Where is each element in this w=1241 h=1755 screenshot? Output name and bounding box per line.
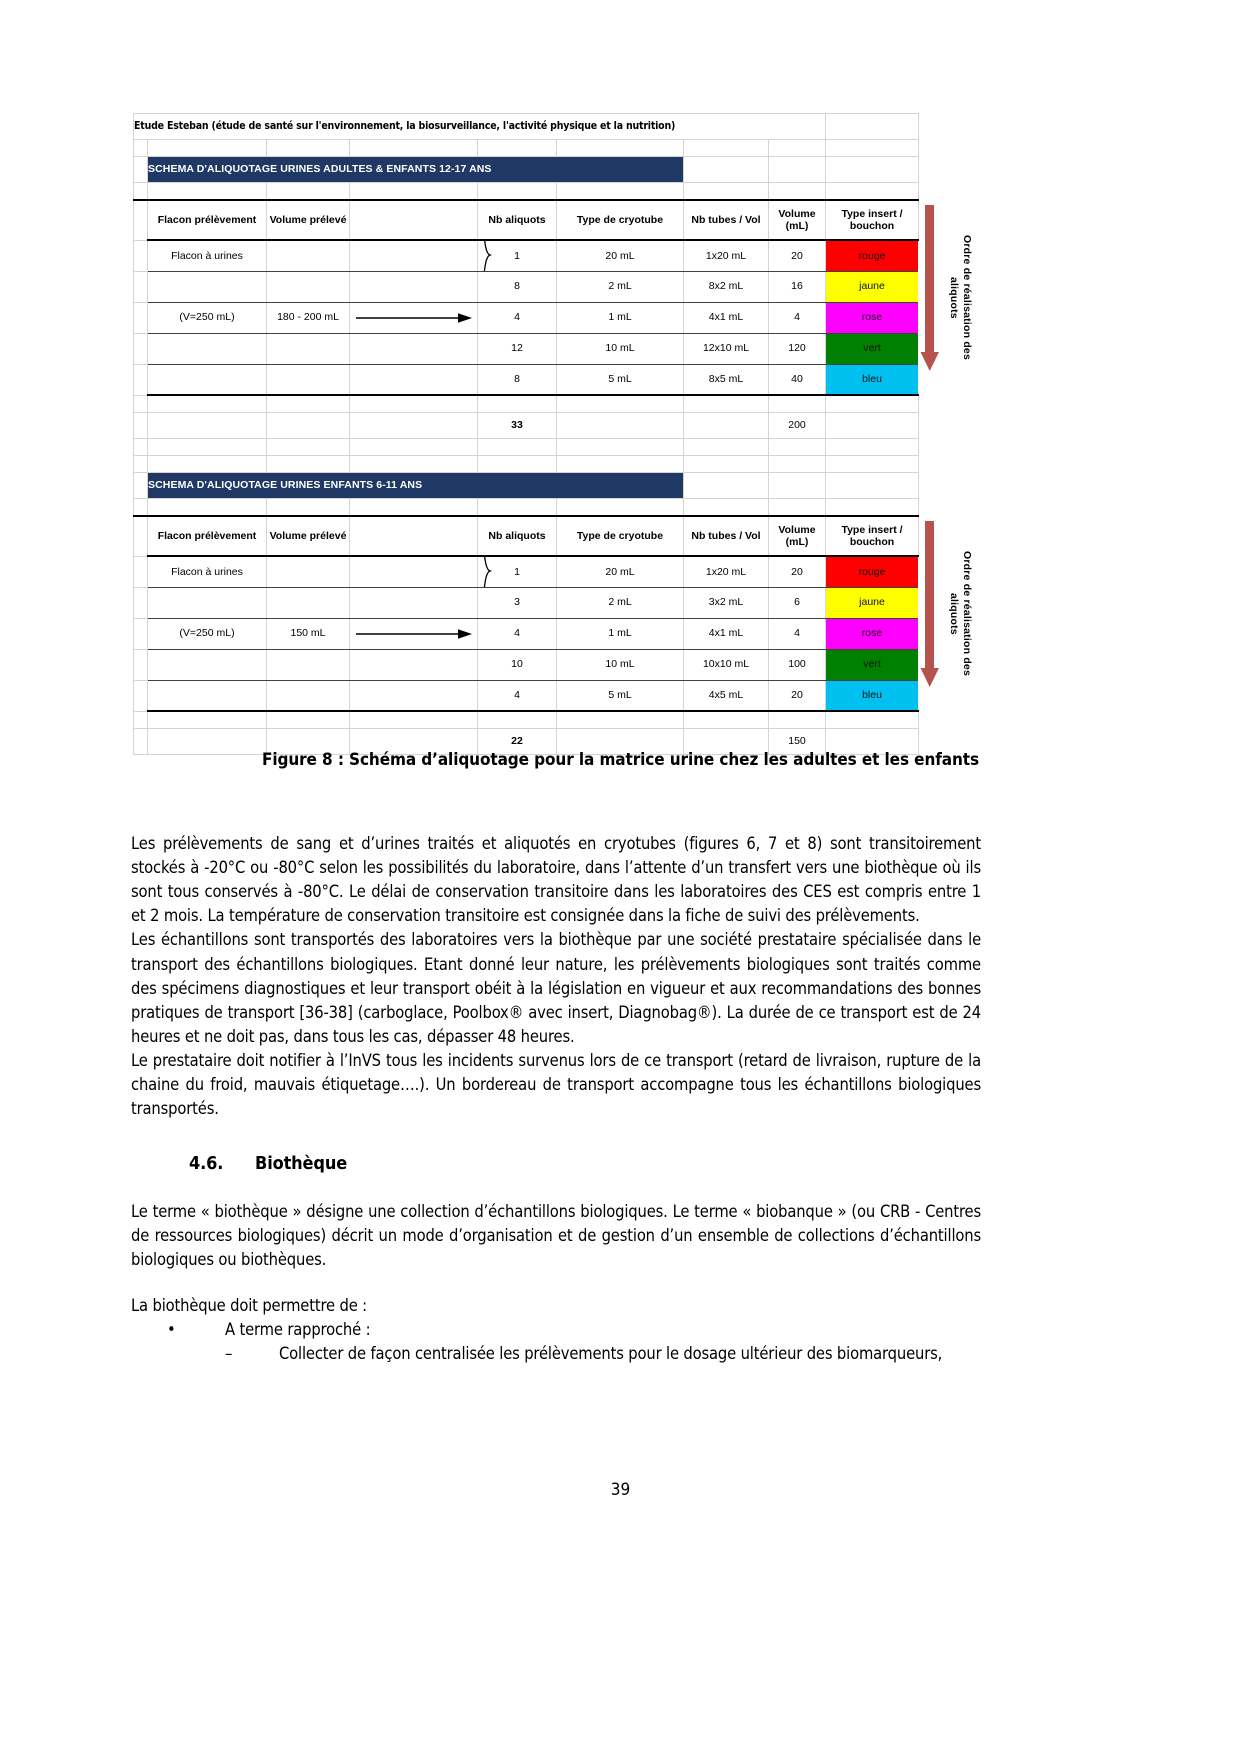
value-volume-ml: 20 [769,556,826,587]
value-nb-tubes-vol: 12x10 mL [684,333,769,364]
spacer-cell [769,140,826,157]
spacer-cell [267,413,350,439]
aliquot-sheet-adults [133,113,979,755]
spacer-cell [826,711,919,729]
rail-spacer [919,413,979,439]
cell-nb-aliquots [478,556,557,587]
value-nb-aliquots: 8 [478,364,557,395]
rail-spacer [919,711,979,729]
spacer-cell [134,711,148,729]
spacer-cell [148,140,267,157]
value-type-cryotube: 1 mL [557,618,684,649]
spacer-cell [134,240,148,271]
col-header-flacon: Flacon prélèvement [148,200,267,240]
spacer-cell [148,413,267,439]
insert-swatch-jaune: jaune [826,587,919,618]
spacer-cell [134,556,148,587]
spacer-cell [684,413,769,439]
insert-swatch-bleu: bleu [826,680,919,711]
spacer-cell [134,200,148,240]
value-nb-tubes-vol: 10x10 mL [684,649,769,680]
insert-swatch-vert: vert [826,333,919,364]
spacer-cell [478,395,557,413]
spacer-cell [134,413,148,439]
value-volume-preleve: 150 mL [267,618,350,649]
col-header-nb-tubes-vol: Nb tubes / Vol [684,516,769,556]
spacer-cell [557,456,684,473]
spacer-cell [134,395,148,413]
rail-caption-text: Ordre de réalisation des aliquots [948,234,974,360]
spacer-cell [478,439,557,456]
arrow-zone [350,240,478,271]
section-heading-biotheque [131,1151,981,1177]
value-volume-ml: 20 [769,240,826,271]
spacer-cell [684,499,769,517]
volume-preleve-blank [267,556,350,587]
volume-preleve-blank [267,649,350,680]
rail-spacer [919,499,979,517]
flacon-blank [148,333,267,364]
spacer-cell [134,302,148,333]
spacer-cell [134,516,148,556]
spacer-cell [267,499,350,517]
volume-preleve-blank [267,333,350,364]
spacer-cell [148,439,267,456]
spacer-cell [684,157,769,183]
spacer-cell [350,439,478,456]
spacer-cell [148,183,267,201]
insert-swatch-rouge: rouge [826,240,919,271]
spacer-cell [134,680,148,711]
rail-spacer [919,439,979,456]
insert-swatch-rouge: rouge [826,556,919,587]
arrow-zone [350,556,478,587]
rail-spacer [919,395,979,413]
section-banner-children: SCHEMA D'ALIQUOTAGE URINES ENFANTS 6-11 ANS [148,473,684,499]
value-nb-aliquots: 4 [478,302,557,333]
section-title: Biothèque [255,1153,348,1175]
value-nb-tubes-vol: 8x5 mL [684,364,769,395]
paragraph-storage: Les prélèvements de sang et d’urines traités et aliquotés en cryotubes (figures 6, 7 et 8) sont transitoirement stockés à -20°C ou -80°C selon les possibilités du laboratoire, dans l’attente d’un transfert vers une biothèque où ils sont tous conservés à -80°C. Le délai de conservation transitoire dans les laboratoires des CES est compris entre 1 et 2 mois. La température de conservation transitoire est consignée dans la fiche de suivi des prélèvements. [131,834,981,926]
arrow-zone [350,649,478,680]
arrow-right-icon [356,628,474,640]
spacer-cell [134,499,148,517]
spacer-cell [826,157,919,183]
value-type-cryotube: 10 mL [557,333,684,364]
value-nb-tubes-vol: 1x20 mL [684,240,769,271]
volume-preleve-blank [267,680,350,711]
arrow-zone [350,271,478,302]
spacer-cell [148,395,267,413]
spacer-cell [350,140,478,157]
spacer-cell [769,395,826,413]
insert-swatch-vert: vert [826,649,919,680]
spacer-cell [684,395,769,413]
value-nb-tubes-vol: 8x2 mL [684,271,769,302]
flow-arrow-cell [350,618,478,649]
spacer-cell [350,499,478,517]
spacer-cell [478,183,557,201]
value-nb-aliquots: 1 [514,565,520,578]
spacer-cell [769,711,826,729]
spacer-cell [557,499,684,517]
col-header-type-cryotube: Type de cryotube [557,200,684,240]
value-type-cryotube: 2 mL [557,271,684,302]
value-type-cryotube: 2 mL [557,587,684,618]
list-item-terme-rapproche [131,1318,981,1342]
spacer-cell [557,413,684,439]
value-volume-ml: 6 [769,587,826,618]
value-type-cryotube: 20 mL [557,240,684,271]
aliquot-order-rail-children [919,516,979,711]
col-header-nb-tubes-vol: Nb tubes / Vol [684,200,769,240]
spacer-cell [826,413,919,439]
paragraph-definition: Le terme « biothèque » désigne une collection d’échantillons biologiques. Le terme « biobanque » (ou CRB - Centres de ressources biologiques) décrit un mode d’organisation et de gestion d’un ensemble de collections d’échantillons biologiques ou biothèques. [131,1201,981,1269]
spacer-cell [684,456,769,473]
body-text [131,832,981,1366]
spacer-cell [684,439,769,456]
spacer-cell [134,649,148,680]
insert-swatch-bleu: bleu [826,364,919,395]
value-nb-tubes-vol: 4x1 mL [684,302,769,333]
value-type-cryotube: 5 mL [557,680,684,711]
spacer-cell [769,439,826,456]
value-volume-ml: 4 [769,302,826,333]
rail-caption [941,201,979,395]
spacer-cell [557,711,684,729]
brace-icon [478,240,492,271]
insert-swatch-rose: rose [826,618,919,649]
col-header-volume-ml: Volume (mL) [769,200,826,240]
flacon-label: Flacon à urines [148,556,267,587]
spacer-cell [350,183,478,201]
spacer-cell [826,114,919,140]
spacer-cell [826,499,919,517]
spacer-cell [350,413,478,439]
flacon-capacity: (V=250 mL) [148,618,267,649]
spacer-cell [350,711,478,729]
spacer-cell [826,473,919,499]
spacer-cell [134,271,148,302]
arrow-zone [350,680,478,711]
spacer-cell [350,456,478,473]
value-type-cryotube: 1 mL [557,302,684,333]
bullet-marker: • [167,1320,176,1340]
spacer-cell [134,618,148,649]
spacer-cell [134,587,148,618]
value-nb-aliquots: 3 [478,587,557,618]
spacer-cell [826,395,919,413]
insert-swatch-rose: rose [826,302,919,333]
col-header-empty [350,516,478,556]
flacon-capacity: (V=250 mL) [148,302,267,333]
spacer-cell [769,456,826,473]
col-header-volume-ml: Volume (mL) [769,516,826,556]
spacer-cell [134,140,148,157]
spacer-cell [826,183,919,201]
spacer-cell [557,395,684,413]
value-nb-aliquots: 10 [478,649,557,680]
spacer-cell [134,333,148,364]
value-volume-ml: 120 [769,333,826,364]
volume-preleve-blank [267,587,350,618]
spacer-cell [134,439,148,456]
flacon-blank [148,271,267,302]
page-number: 39 [610,1480,631,1500]
col-header-type-insert: Type insert / bouchon [826,516,919,556]
value-nb-aliquots: 1 [514,249,520,262]
spacer-cell [148,711,267,729]
rail-caption-text: Ordre de réalisation des aliquots [948,550,974,676]
rail-spacer [919,114,979,140]
total-nb-aliquots-children: 22 [478,729,557,755]
total-volume-adults: 200 [769,413,826,439]
flow-arrow-cell [350,302,478,333]
spacer-cell [557,140,684,157]
value-volume-ml: 16 [769,271,826,302]
col-header-type-insert: Type insert / bouchon [826,200,919,240]
value-nb-aliquots: 8 [478,271,557,302]
value-nb-tubes-vol: 3x2 mL [684,587,769,618]
spacer-cell [267,456,350,473]
col-header-flacon: Flacon prélèvement [148,516,267,556]
spacer-cell [478,456,557,473]
value-volume-ml: 40 [769,364,826,395]
spacer-cell [267,140,350,157]
spacer-cell [826,439,919,456]
flacon-label: Flacon à urines [148,240,267,271]
col-header-empty [350,200,478,240]
spacer-cell [769,473,826,499]
spacer-cell [769,499,826,517]
spacer-cell [148,456,267,473]
paragraph-gap [131,1272,981,1294]
spacer-cell [826,456,919,473]
paragraph-permettre: La biothèque doit permettre de : [131,1296,367,1316]
spacer-cell [134,364,148,395]
arrow-zone [350,364,478,395]
spacer-cell [826,140,919,157]
value-nb-aliquots: 4 [478,618,557,649]
value-nb-tubes-vol: 1x20 mL [684,556,769,587]
flacon-blank [148,364,267,395]
spacer-cell [267,183,350,201]
rail-spacer [919,157,979,183]
col-header-volume-preleve: Volume prélevé [267,516,350,556]
col-header-volume-preleve: Volume prélevé [267,200,350,240]
order-arrow-down-icon [919,517,941,711]
flacon-blank [148,649,267,680]
value-nb-tubes-vol: 4x1 mL [684,618,769,649]
arrow-right-icon [356,312,474,324]
spacer-cell [148,499,267,517]
aliquot-order-rail-adults [919,200,979,395]
value-type-cryotube: 5 mL [557,364,684,395]
value-volume-ml: 100 [769,649,826,680]
spacer-cell [134,473,148,499]
paragraph-transport: Les échantillons sont transportés des laboratoires vers la biothèque par une société prestataire spécialisée dans le transport des échantillons biologiques. Etant donné leur nature, les prélèvements biologiques sont traités comme des spécimens diagnostiques et leur transport obéit à la législation en vigueur et aux recommandations des bonnes pratiques de transport [36-38] (carboglace, Poolbox® avec insert, Diagnobag®). La durée de ce transport est de 24 heures et ne doit pas, dans tous les cas, dépasser 48 heures. [131,930,981,1046]
value-volume-preleve: 180 - 200 mL [267,302,350,333]
list-item-collecter [131,1342,981,1366]
insert-swatch-jaune: jaune [826,271,919,302]
dash-marker: – [225,1344,233,1364]
arrow-zone [350,333,478,364]
col-header-nb-aliquots: Nb aliquots [478,516,557,556]
spacer-cell [684,140,769,157]
volume-preleve-blank [267,240,350,271]
rail-spacer [919,183,979,201]
volume-preleve-blank [267,364,350,395]
col-header-nb-aliquots: Nb aliquots [478,200,557,240]
section-banner-adults: SCHEMA D'ALIQUOTAGE URINES ADULTES & ENFANTS 12-17 ANS [148,157,684,183]
spacer-cell [478,499,557,517]
value-volume-ml: 4 [769,618,826,649]
spacer-cell [684,183,769,201]
col-header-type-cryotube: Type de cryotube [557,516,684,556]
rail-spacer [919,456,979,473]
figure-aliquotage [133,113,978,755]
brace-icon [478,556,492,587]
spacer-cell [267,439,350,456]
total-nb-aliquots-adults: 33 [478,413,557,439]
spacer-cell [350,395,478,413]
spacer-cell [557,439,684,456]
value-type-cryotube: 10 mL [557,649,684,680]
value-nb-aliquots: 12 [478,333,557,364]
arrow-zone [350,587,478,618]
rail-caption [941,517,979,711]
order-arrow-down-icon [919,201,941,395]
spacer-cell [769,183,826,201]
volume-preleve-blank [267,271,350,302]
spacer-cell [134,157,148,183]
spacer-cell [684,473,769,499]
list-item-label: Collecter de façon centralisée les prélèvements pour le dosage ultérieur des biomarqueurs, [279,1344,943,1364]
value-nb-tubes-vol: 4x5 mL [684,680,769,711]
total-volume-children: 150 [769,729,826,755]
spacer-cell [134,456,148,473]
list-item-label: A terme rapproché : [225,1320,371,1340]
rail-spacer [919,140,979,157]
study-title: Etude Esteban (étude de santé sur l'environnement, la biosurveillance, l'activité physique et la nutrition) [134,114,826,140]
spacer-cell [769,157,826,183]
spacer-cell [134,183,148,201]
spacer-cell [557,183,684,201]
figure-caption: Figure 8 : Schéma d’aliquotage pour la matrice urine chez les adultes et les enfants [261,750,980,770]
paragraph-incidents: Le prestataire doit notifier à l’InVS tous les incidents survenus lors de ce transport (retard de livraison, rupture de la chaine du froid, mauvais étiquetage….). Un bordereau de transport accompagne tous les échantillons biologiques transportés. [131,1050,981,1119]
cell-nb-aliquots [478,240,557,271]
spacer-cell [478,140,557,157]
flacon-blank [148,587,267,618]
rail-spacer [919,473,979,499]
spacer-cell [684,711,769,729]
value-volume-ml: 20 [769,680,826,711]
spacer-cell [478,711,557,729]
flacon-blank [148,680,267,711]
value-type-cryotube: 20 mL [557,556,684,587]
section-number: 4.6. [189,1153,224,1175]
spacer-cell [267,395,350,413]
value-nb-aliquots: 4 [478,680,557,711]
spacer-cell [267,711,350,729]
